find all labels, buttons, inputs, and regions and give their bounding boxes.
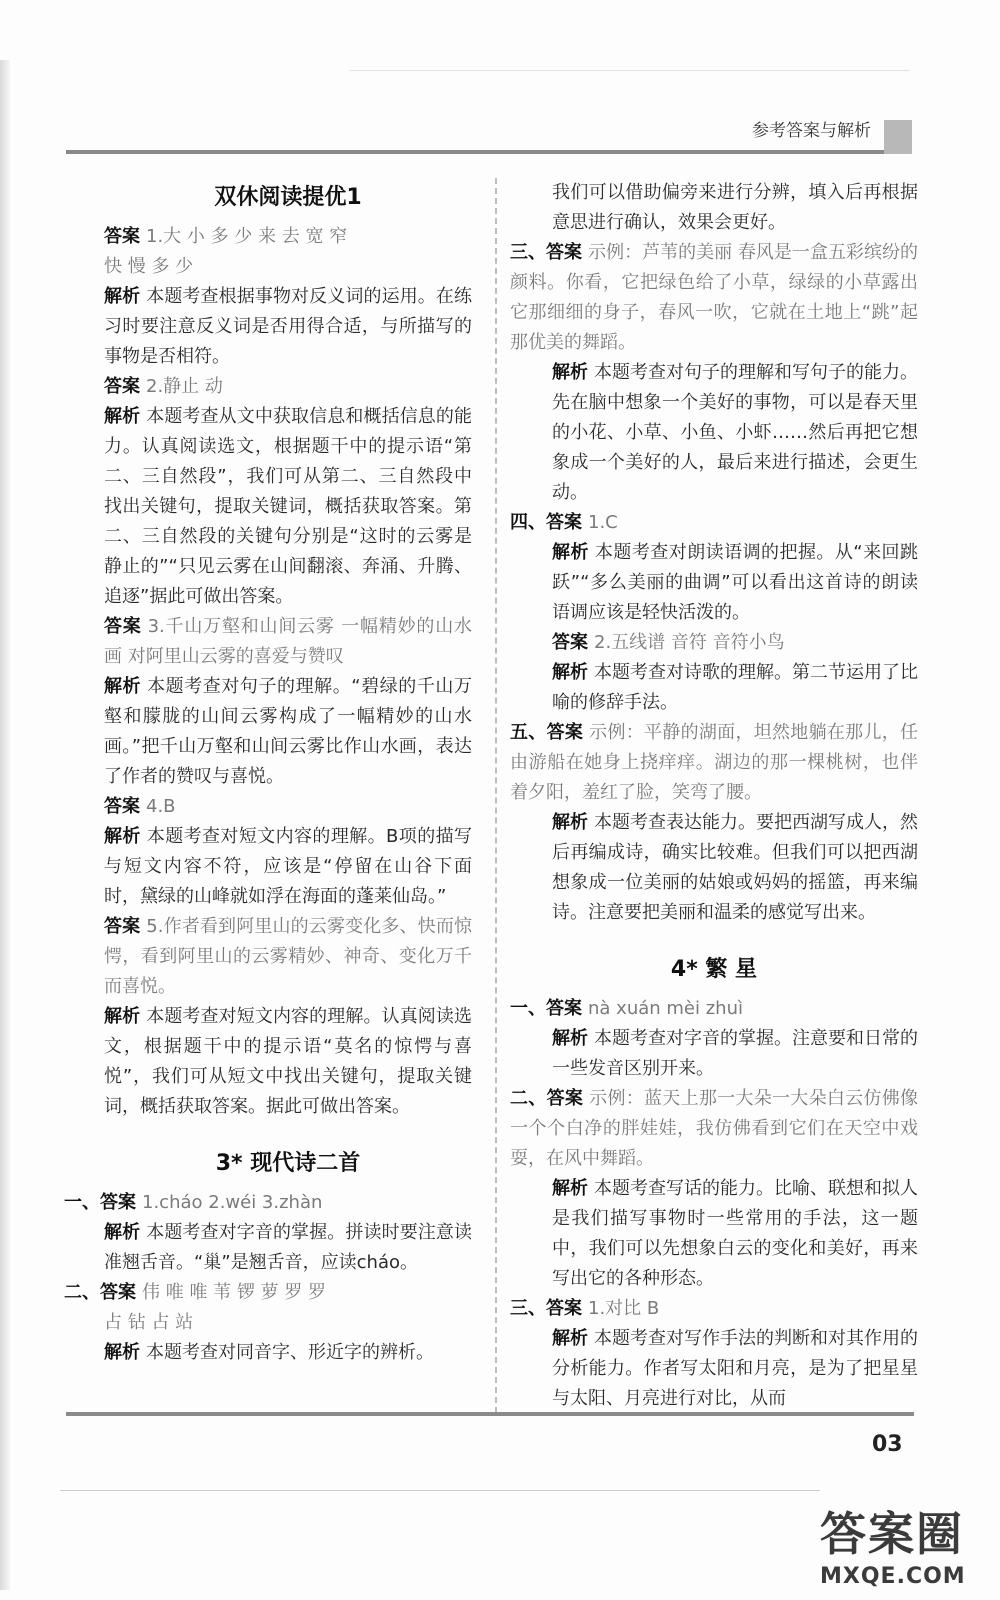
answer-label: 答案 bbox=[104, 376, 140, 397]
watermark-site: MXQE.COM bbox=[820, 1564, 966, 1589]
right-column bbox=[510, 178, 918, 1414]
analysis-line bbox=[104, 822, 472, 912]
analysis-line bbox=[104, 1218, 472, 1278]
answer-text: 3.千山万壑和山间云雾 一幅精妙的山水画 对阿里山云雾的喜爱与赞叹 bbox=[104, 616, 472, 667]
binding-edge bbox=[0, 60, 10, 1590]
answer-line bbox=[510, 1084, 918, 1174]
analysis-text: 本题考查对写作手法的判断和对其作用的分析能力。作者写太阳和月亮，是为了把星星与太阳、月亮进行对比，从而 bbox=[552, 1328, 918, 1409]
analysis-text: 本题考查表达能力。要把西湖写成人，然后再编成诗，确实比较难。但我们可以把西湖想象成一位美丽的姑娘或妈妈的摇篮，再来编诗。注意要把美丽和温柔的感觉写出来。 bbox=[552, 812, 918, 923]
analysis-line bbox=[510, 358, 918, 508]
top-faint-line bbox=[350, 70, 910, 71]
answer-line bbox=[104, 222, 472, 252]
answer-text: 伟 唯 唯 苇 锣 萝 罗 罗 bbox=[142, 1282, 327, 1303]
answer-continuation: 快 慢 多 少 bbox=[104, 256, 194, 277]
analysis-label: 解析 bbox=[552, 1328, 588, 1349]
analysis-label: 解析 bbox=[104, 1222, 141, 1243]
bottom-faint-line bbox=[60, 1490, 820, 1491]
analysis-line bbox=[104, 1338, 472, 1368]
answer-text: nà xuán mèi zhuì bbox=[588, 998, 743, 1019]
watermark-mark: 答案圈 bbox=[820, 1507, 964, 1561]
answer-label: 答案 bbox=[104, 916, 141, 937]
answer-text: 2.五线谱 音符 音符小鸟 bbox=[594, 632, 785, 653]
answer-continuation: 占 钻 占 站 bbox=[104, 1312, 194, 1333]
answer-label: 答案 bbox=[552, 632, 588, 653]
question-number: 四、 bbox=[510, 512, 546, 533]
analysis-label: 解析 bbox=[104, 826, 141, 847]
analysis-text: 本题考查对短文内容的理解。B项的描写与短文内容不符，应该是“停留在山谷下面时，黛绿的山峰就如浮在海面的蓬莱仙岛。” bbox=[104, 826, 472, 907]
answer-label: 答案 bbox=[546, 512, 582, 533]
section-title: 4* 繁 星 bbox=[670, 957, 758, 982]
analysis-text: 本题考查对同音字、形近字的辨析。 bbox=[146, 1342, 434, 1363]
analysis-label: 解析 bbox=[552, 542, 589, 563]
answer-text: 4.B bbox=[146, 796, 176, 817]
answer-line bbox=[104, 792, 472, 822]
analysis-line bbox=[510, 1174, 918, 1294]
answer-label: 答案 bbox=[546, 722, 584, 743]
analysis-label: 解析 bbox=[552, 1028, 588, 1049]
analysis-text: 本题考查写话的能力。比喻、联想和拟人是我们描写事物时一些常用的手法，这一题中，我们可以先想象白云的变化和美好，再来写出它的各种形态。 bbox=[552, 1178, 918, 1289]
header-tab bbox=[884, 120, 912, 154]
question-number: 一、 bbox=[64, 1192, 100, 1213]
section-title: 双休阅读提优1 bbox=[214, 185, 362, 210]
answer-line bbox=[104, 372, 472, 402]
answer-line bbox=[510, 508, 918, 538]
analysis-line bbox=[104, 1002, 472, 1122]
answer-text: 示例：平静的湖面，坦然地躺在那儿，任由游船在她身上挠痒痒。湖边的那一棵桃树，也伴着夕阳，羞红了脸，笑弯了腰。 bbox=[510, 722, 919, 803]
analysis-label: 解析 bbox=[104, 286, 141, 307]
analysis-text: 本题考查对句子的理解和写句子的能力。先在脑中想象一个美好的事物，可以是春天里的小花、小草、小鱼、小虾……然后再把它想象成一个美好的人，最后来进行描述，会更生动。 bbox=[552, 362, 918, 503]
question-number: 一、 bbox=[510, 998, 546, 1019]
answer-label: 答案 bbox=[104, 796, 140, 817]
analysis-text: 本题考查对字音的掌握。拼读时要注意读准翘舌音。“巢”是翘舌音，应读cháo。 bbox=[104, 1222, 473, 1273]
analysis-label: 解析 bbox=[104, 406, 141, 427]
analysis-line bbox=[104, 672, 472, 792]
analysis-text: 本题考查对句子的理解。“碧绿的千山万壑和朦胧的山间云雾构成了一幅精妙的山水画。”把千山万壑和山间云雾比作山水画，表达了作者的赞叹与喜悦。 bbox=[104, 676, 472, 787]
analysis-line bbox=[510, 1024, 918, 1084]
footer-rule bbox=[66, 1412, 914, 1416]
analysis-label: 解析 bbox=[552, 662, 588, 683]
analysis-text: 本题考查对短文内容的理解。认真阅读选文，根据题干中的提示语“莫名的惊愕与喜悦”，我们可从短文中找出关键句，提取关键词，概括获取答案。据此可做出答案。 bbox=[104, 1006, 473, 1117]
analysis-text: 本题考查对朗读语调的把握。从“来回跳跃”“多么美丽的曲调”可以看出这首诗的朗读语调应该是轻快活泼的。 bbox=[552, 542, 919, 623]
analysis-text: 本题考查从文中获取信息和概括信息的能力。认真阅读选文，根据题干中的提示语“第二、三自然段”，我们可从第二、三自然段中找出关键句，提取关键词，概括获取答案。第二、三自然段的关键句分别是“这时的云雾是静止的”“只见云雾在山间翻滚、奔涌、升腾、追逐”据此可做出答案。 bbox=[104, 406, 473, 607]
answer-label: 答案 bbox=[546, 1088, 584, 1109]
answer-line bbox=[510, 994, 918, 1024]
section-title: 3* 现代诗二首 bbox=[215, 1151, 361, 1176]
analysis-line bbox=[510, 1324, 918, 1414]
answer-text: 5.作者看到阿里山的云雾变化多、快而惊愕，看到阿里山的云雾精妙、神奇、变化万千而喜悦。 bbox=[104, 916, 472, 997]
analysis-label: 解析 bbox=[104, 1006, 141, 1027]
answer-label: 答案 bbox=[546, 242, 583, 263]
analysis-line bbox=[510, 658, 918, 718]
question-number: 三、 bbox=[510, 242, 547, 263]
answer-text: 示例：芦苇的美丽 春风是一盒五彩缤纷的颜料。你看，它把绿色给了小草，绿绿的小草露出它那细细的身子，春风一吹，它就在土地上“跳”起那优美的舞蹈。 bbox=[510, 242, 918, 353]
answer-label: 答案 bbox=[104, 616, 142, 637]
column-divider bbox=[495, 178, 497, 1413]
header-title: 参考答案与解析 bbox=[752, 121, 871, 141]
answer-line bbox=[510, 718, 918, 808]
answer-line bbox=[104, 612, 472, 672]
question-number: 二、 bbox=[64, 1282, 100, 1303]
answer-text: 1.cháo 2.wéi 3.zhàn bbox=[142, 1192, 323, 1213]
answer-line bbox=[64, 1188, 472, 1218]
watermark-logo bbox=[820, 1498, 970, 1588]
analysis-continuation: 我们可以借助偏旁来进行分辨，填入后再根据意思进行确认，效果会更好。 bbox=[552, 182, 918, 233]
answer-label: 答案 bbox=[546, 1298, 582, 1319]
answer-text: 1.大 小 多 少 来 去 宽 窄 bbox=[146, 226, 348, 247]
analysis-line bbox=[510, 538, 918, 628]
analysis-text: 本题考查对字音的掌握。注意要和日常的一些发音区别开来。 bbox=[552, 1028, 918, 1079]
left-column bbox=[64, 178, 473, 1368]
answer-label: 答案 bbox=[100, 1282, 136, 1303]
answer-label: 答案 bbox=[104, 226, 140, 247]
answer-label: 答案 bbox=[546, 998, 582, 1019]
analysis-label: 解析 bbox=[104, 676, 142, 697]
answer-line bbox=[64, 1278, 472, 1308]
analysis-line bbox=[104, 282, 472, 372]
answer-line bbox=[510, 238, 918, 358]
answer-line bbox=[510, 1294, 918, 1324]
answer-label: 答案 bbox=[100, 1192, 136, 1213]
analysis-label: 解析 bbox=[552, 1178, 588, 1199]
question-number: 二、 bbox=[510, 1088, 547, 1109]
question-number: 三、 bbox=[510, 1298, 546, 1319]
answer-text: 1.对比 B bbox=[588, 1298, 660, 1319]
page-number: 03 bbox=[872, 1432, 903, 1457]
header-rule bbox=[66, 150, 884, 154]
analysis-line bbox=[510, 808, 918, 928]
answer-text: 2.静止 动 bbox=[146, 376, 223, 397]
answer-text: 1.C bbox=[588, 512, 618, 533]
answer-line bbox=[104, 912, 472, 1002]
analysis-text: 本题考查根据事物对反义词的运用。在练习时要注意反义词是否用得合适，与所描写的事物是否相符。 bbox=[104, 286, 473, 367]
analysis-text: 本题考查对诗歌的理解。第二节运用了比喻的修辞手法。 bbox=[552, 662, 918, 713]
analysis-label: 解析 bbox=[104, 1342, 140, 1363]
analysis-line bbox=[104, 402, 472, 612]
analysis-label: 解析 bbox=[552, 362, 588, 383]
question-number: 五、 bbox=[510, 722, 547, 743]
answer-text: 示例：蓝天上那一大朵一大朵白云仿佛像一个个白净的胖娃娃，我仿佛看到它们在天空中戏耍，在风中舞蹈。 bbox=[510, 1088, 919, 1169]
analysis-label: 解析 bbox=[552, 812, 588, 833]
answer-line bbox=[510, 628, 918, 658]
